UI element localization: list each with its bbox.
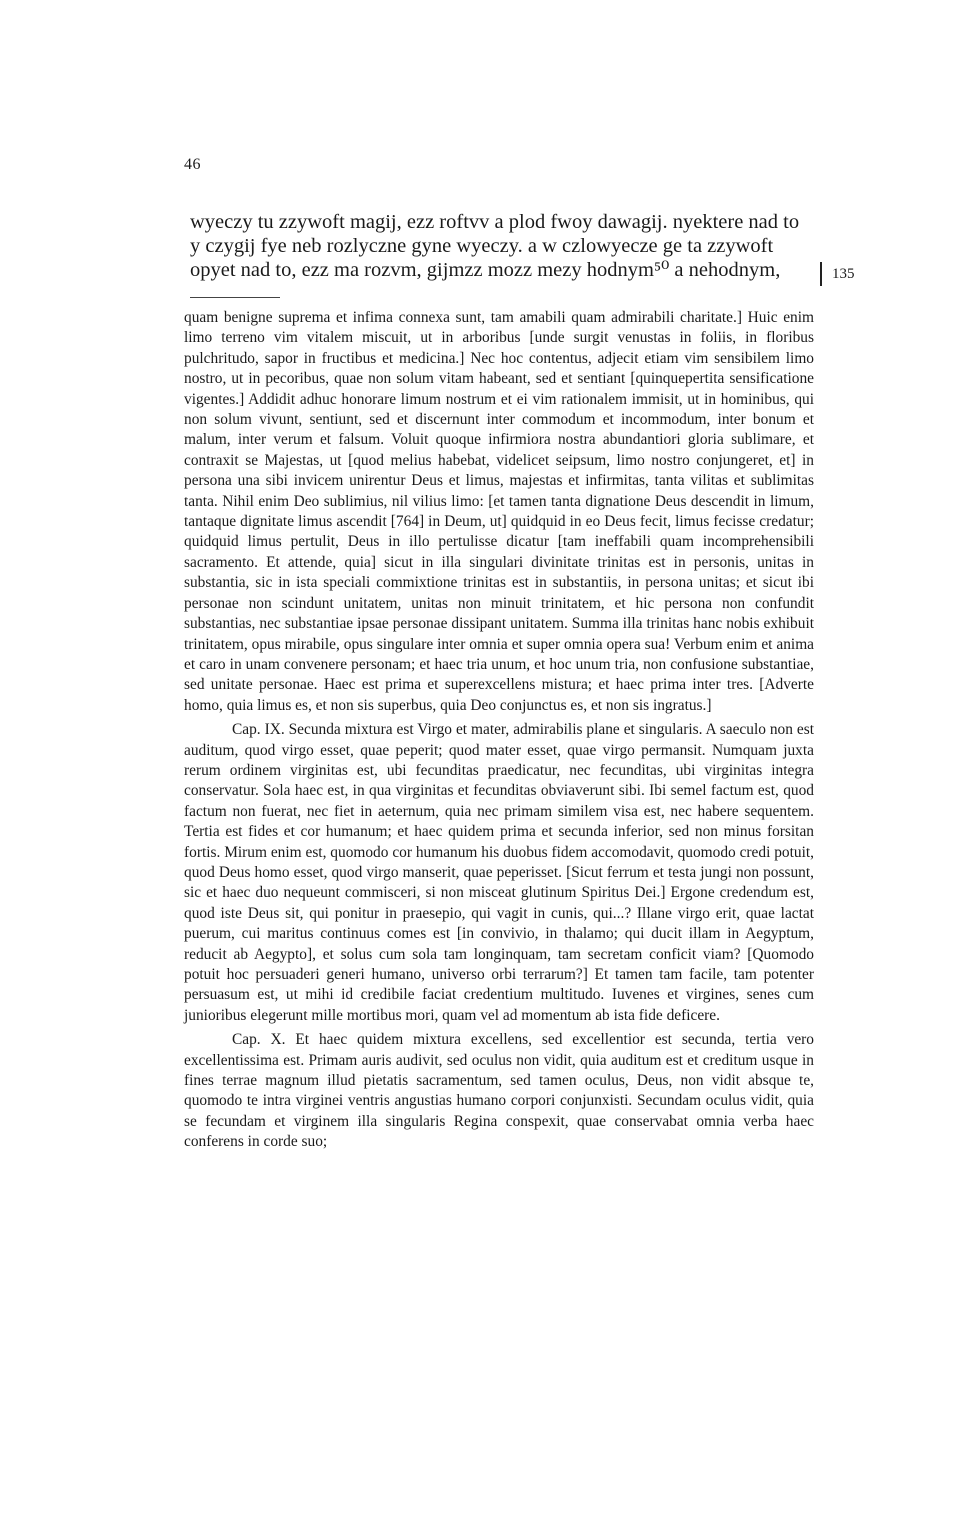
latin-paragraph: Cap. X. Et haec quidem mixtura excellens, sed excellentior est secunda, tertia vero excellentissima est. Primam auris audivit, sed oculus non vidit, quia auditum est et creditum usque in fines terrae magnum illud pietatis sacramentum, sed tamen oculus, Deus, non vidit absque te, quomodo te intra virginei ventris angustias humano corpori conjunxisti. Secundam oculus vidit, quia se fecundam et virginem illa singularis Regina conspexit, quae conservabat omnia verba haec conferens in corde suo; xyxy=(184,1031,814,1151)
old-polish-line: wyeczy tu zzywoft magij, ezz roftvv a plod fwoy dawagij. nyektere nad to xyxy=(190,211,800,233)
latin-paragraph: Cap. IX. Secunda mixtura est Virgo et mater, admirabilis plane et singularis. A saeculo non est auditum, quod virgo esset, quae peperit; quod mater esset, quae virgo permansit. Numquam juxta rerum ordinem virginitas est, ubi fecunditas praedicatur, nec fecunditas, ubi virginitas integra conservatur. Sola haec est, in qua virginitas et fecunditas obviaverunt sibi. Ibi semel factum est, quod factum non fuerat, nec fiet in aeternum, quia nec primam similem visa est, nec habere sequentem. Tertia est fides et cor humanum; et haec quidem prima et secunda inferior, sed non minus forsitan fortis. Mirum enim est, quomodo cor humanum his duobus fidem accomodavit, quomodo credi potuit, quod Deus homo esset, quod virgo manserit, quae peperisset. [Sicut ferrum et testa jungi non possunt, sic et haec duo nequeunt commisceri, si non misceat glutinum Spiritus Dei.] Ergone credendum est, quod iste Deus sit, qui ponitur in praesepio, qui vagit in cunis, qui...? Illane virgo erit, quae lactat puerum, cui maritus continuus comes est [in convivio, in thalamo; qui ducit illam in Aegyptum, reducit ab Aegypto], et solus cum sola tam longinquam, tam secretam conficit viam? [Quomodo potuit hoc persuaderi generi humano, universo orbi terrarum?] Et tamen tam facile, tam potenter persuasum est, ut mihi id credibile faciat credentium multitudo. Iuvenes et virgines, senes cum junioribus elegerunt mille mortibus mori, quam vel ad momentum ab ista fide deficere. xyxy=(184,721,814,1024)
old-polish-text xyxy=(190,210,816,282)
old-polish-line: y czygij fye neb rozlyczne gyne wyeczy. a w czlowyecze ge ta zzywoft xyxy=(190,235,774,257)
latin-text xyxy=(184,308,814,1153)
separator-rule xyxy=(190,297,280,298)
old-polish-line: opyet nad to, ezz ma rozvm, gijmzz mozz mezy hodnym⁵⁰ a nehodnym, xyxy=(190,259,781,281)
margin-line-number: 135 xyxy=(820,262,855,286)
latin-paragraph: quam benigne suprema et infima connexa sunt, tam amabili quam admirabili charitate.] Huic enim limo terreno vim vitalem miscuit, ut in arboribus [unde surgit venustas in foliis, in floribus pulchritudo, sapor in fructibus et medicina.] Nec hoc contentus, adjecit etiam vim sensibilem limo nostro, ut in pecoribus, quae non solum vitam habeant, sed et sentiant [quinquepertita sensificatione vigentes.] Addidit adhuc honorare limum nostrum et ei vim rationalem immisit, ut in hominibus, qui non solum vivunt, sentiunt, sed et discernunt inter commodum et incommodum, inter bonum et malum, inter verum et falsum. Voluit quoque infirmiora nostra abundantiori gloria sublimare, et contraxit se Majestas, ut [quod melius habebat, videlicet seipsum, limo nostro conjungeret, et] in persona una sibi invicem unirentur Deus et limus, majestas et infirmitas, tanta vilitas et sublimitas tanta. Nihil enim Deo sublimius, nil vilius limo: [et tamen tanta dignatione Deus descendit in limum, tantaque dignitate limus ascendit [764] in Deum, ut] quidquid in eo Deus fecit, limus fecisse credatur; quidquid limus pertulit, Deus in illo pertulisse dicatur [tam ineffabili quam incomprehensibili sacramento. Et attende, quia] sicut in illa singulari divinitate trinitas est in personis, unitas in substantia, sic in ista speciali commixtione trinitas est in substantiis, in persona unitas; et sicut ibi personae non scindunt unitatem, unitas non minuit trinitatem, et hic persona non confundit substantias, nec substantiae ipsae personae dissipant unitatem. Summa illa trinitas hanc nobis exhibuit trinitatem, opus mirabile, opus singulare inter omnia et super omnia opera sua! Verbum enim et anima et caro in unam convenere personam; et haec tria unum, et hoc unum tria, non confusione substantiae, sed unitate personae. Haec est prima et superexcellens mistura; et haec prima inter tres. [Adverte homo, quia limus es, et non sis superbus, quia Deo conjunctus es, et non sis ingratus.] xyxy=(184,309,814,714)
page-number: 46 xyxy=(184,156,201,173)
